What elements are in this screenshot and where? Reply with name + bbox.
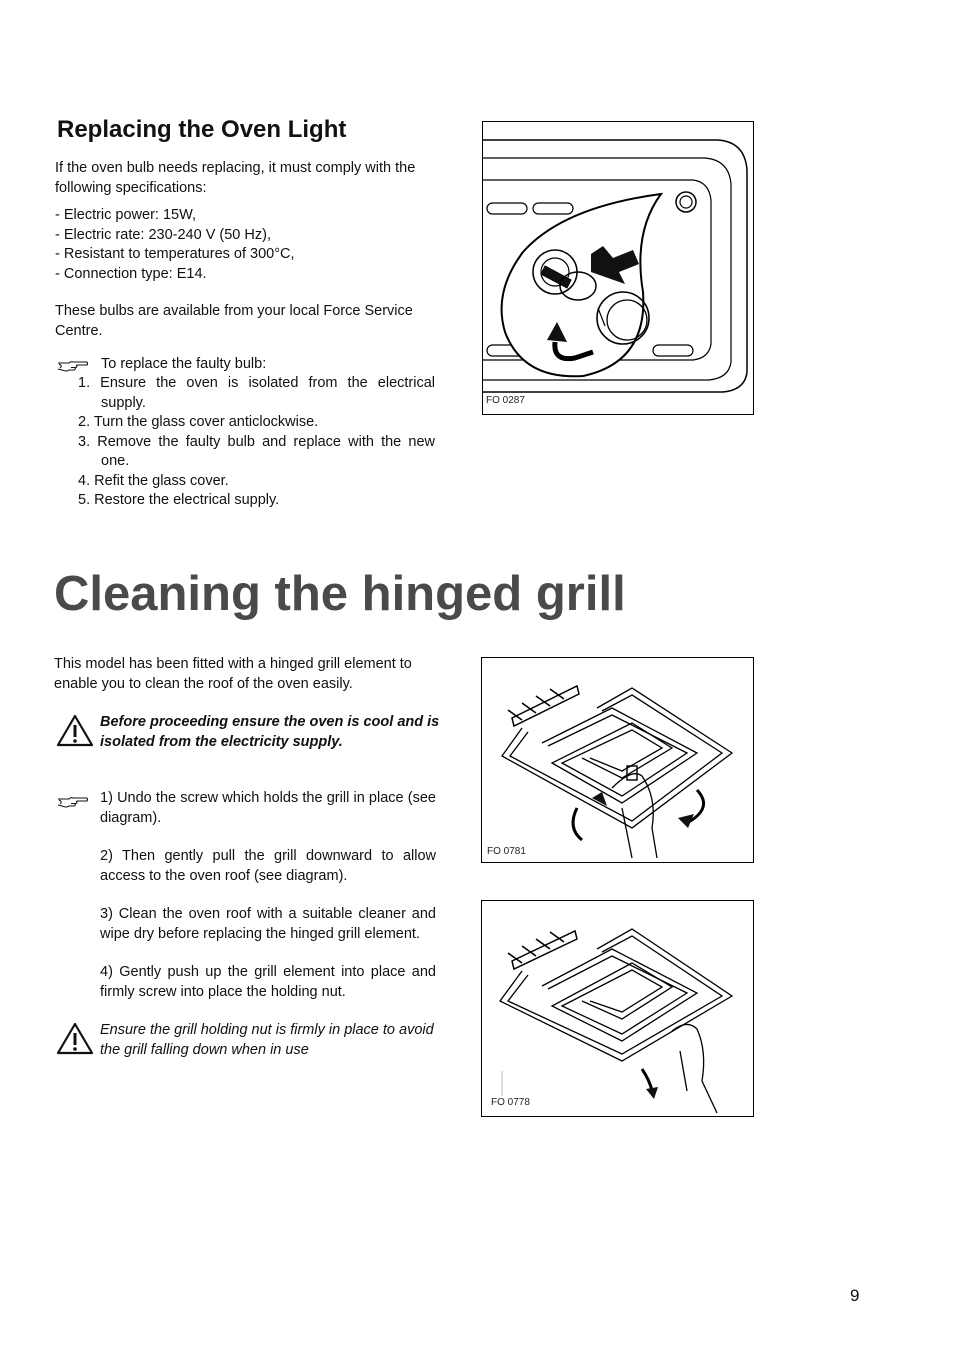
- spec-item: - Electric rate: 230-240 V (50 Hz),: [55, 226, 271, 243]
- bulb-availability: These bulbs are available from your local Force Service Centre.: [55, 303, 413, 339]
- grill-step: 2) Then gently pull the grill downward to allow access to the oven roof (see diagram).: [100, 848, 436, 884]
- section-heading-oven-light: Replacing the Oven Light: [57, 116, 347, 143]
- grill-steps: [100, 789, 436, 1021]
- spec-item: - Electric power: 15W,: [55, 207, 197, 223]
- grill-intro: This model has been fitted with a hinged grill element to enable you to clean the roof of the oven easily.: [54, 656, 412, 692]
- oven-light-figure: [482, 121, 754, 415]
- figure-label: FO 0781: [487, 846, 526, 857]
- spec-item: - Resistant to temperatures of 300°C,: [55, 246, 295, 262]
- grill-unscrew-figure: [481, 657, 754, 863]
- grill-step: 4) Gently push up the grill element into place and firmly screw into place the holding nut.: [100, 964, 436, 1000]
- page-number: 9: [850, 1286, 860, 1305]
- pointing-hand-icon: [56, 793, 88, 809]
- bulb-step: 3. Remove the faulty bulb and replace with the new one.: [78, 433, 435, 469]
- oven-light-intro: If the oven bulb needs replacing, it must comply with the following specifications:: [55, 160, 416, 196]
- bulb-specs-list: [55, 206, 440, 284]
- section-heading-grill: Cleaning the hinged grill: [54, 567, 626, 621]
- pointing-hand-icon: [56, 357, 88, 373]
- figure-label: FO 0778: [491, 1097, 530, 1108]
- bulb-step: 4. Refit the glass cover.: [78, 472, 229, 489]
- grill-lower-figure: [481, 900, 754, 1117]
- grill-warning-cool: Before proceeding ensure the oven is cool and is isolated from the electricity supply.: [100, 714, 440, 750]
- oven-light-illustration: [483, 122, 753, 414]
- warning-triangle-icon: [56, 714, 94, 747]
- figure-label: FO 0287: [486, 395, 525, 406]
- warning-triangle-icon: [56, 1022, 94, 1055]
- bulb-step: 2. Turn the glass cover anticlockwise.: [78, 414, 319, 430]
- bulb-steps-intro: To replace the faulty bulb:: [101, 356, 267, 372]
- spec-item: - Connection type: E14.: [55, 265, 207, 282]
- grill-step: 3) Clean the oven roof with a suitable cleaner and wipe dry before replacing the hinged grill element.: [100, 906, 436, 942]
- grill-lower-illustration: [482, 901, 753, 1116]
- bulb-steps-list: [78, 374, 435, 511]
- grill-warning-nut: Ensure the grill holding nut is firmly in place to avoid the grill falling down when in use: [100, 1022, 434, 1058]
- bulb-step: 5. Restore the electrical supply.: [78, 492, 280, 508]
- grill-step: 1) Undo the screw which holds the grill in place (see diagram).: [100, 790, 436, 826]
- grill-unscrew-illustration: [482, 658, 753, 862]
- bulb-step: 1. Ensure the oven is isolated from the electrical supply.: [78, 375, 435, 411]
